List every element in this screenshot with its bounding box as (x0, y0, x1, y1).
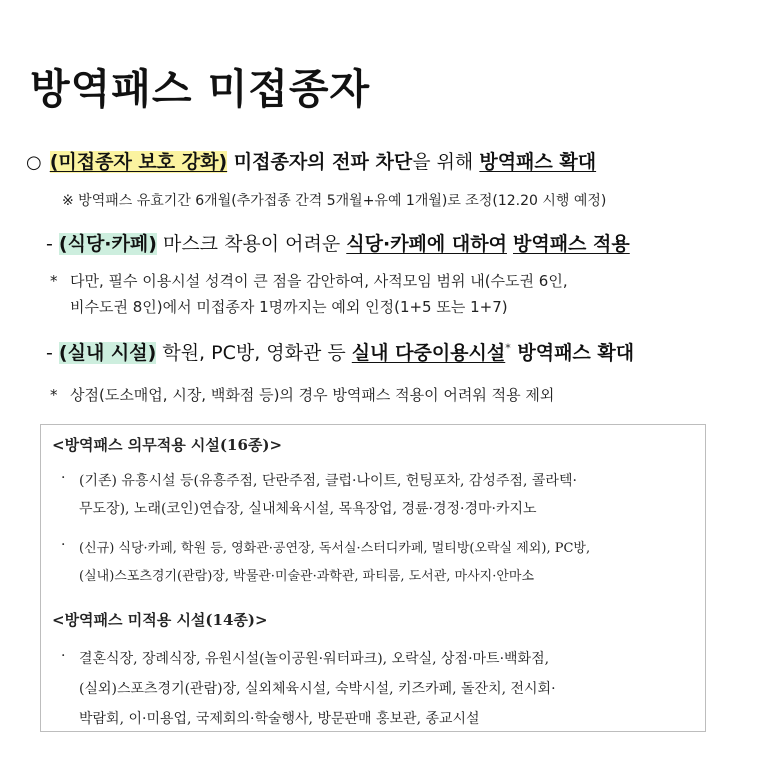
page-title: 방역패스 미접종자 (30, 65, 371, 113)
restaurant-note-line: 비수도권 8인)에서 미접종자 1명까지는 예외 인정(1+5 또는 1+7) (70, 298, 508, 316)
list-dot: · (61, 537, 66, 553)
list-dot: · (61, 470, 66, 486)
indoor-note-line: 상점(도소매업, 시장, 백화점 등)의 경우 방역패스 적용이 어려워 적용 제외 (70, 386, 555, 404)
exempt-facilities-line: 박람회, 이·미용업, 국제회의·학술행사, 방문판매 홍보관, 종교시설 (79, 711, 480, 727)
main-point-emphasis: 방역패스 확대 (479, 151, 597, 173)
exempt-facilities-line: (실외)스포츠경기(관람)장, 실외체육시설, 숙박시설, 키즈카페, 돌잔치, 전시회· (79, 681, 556, 697)
mandatory-section-title: <방역패스 의무적용 시설(16종)> (52, 436, 283, 454)
sub-point-emphasis: 방역패스 적용 (513, 233, 630, 255)
sub-point-text: 학원, PC방, 영화관 등 (156, 342, 352, 364)
main-point-tag: (미접종자 보호 강화) (49, 151, 228, 173)
list-dot: · (61, 648, 66, 664)
exempt-section-title: <방역패스 미적용 시설(14종)> (52, 611, 268, 629)
sub-point-emphasis: 실내 다중이용시설 (351, 342, 506, 364)
sub-point-emphasis: 식당·카페에 대하여 (346, 233, 507, 255)
dash-bullet: - (46, 233, 53, 255)
circle-bullet: ○ (26, 152, 42, 173)
note-star: * (50, 272, 58, 290)
dash-bullet: - (46, 342, 53, 364)
main-point-text-before: 미접종자의 전파 차단 (227, 151, 413, 173)
existing-facilities-line: 무도장), 노래(코인)연습장, 실내체육시설, 목욕장업, 경륜·경정·경마·카지노 (79, 501, 537, 517)
main-point-text-middle: 을 위해 (412, 151, 480, 173)
sub-point-indoor (46, 338, 634, 365)
footnote-mark: * (505, 341, 511, 355)
main-note: ※ 방역패스 유효기간 6개월(추가접종 간격 5개월+유예 1개월)로 조정(12.20 시행 예정) (62, 193, 607, 209)
new-facilities-line: (신규) 식당·카페, 학원 등, 영화관·공연장, 독서실·스터디카페, 멀티방(오락실 제외), PC방, (79, 541, 591, 556)
note-star: * (50, 386, 58, 404)
sub-point-tag: (식당·카페) (58, 233, 157, 255)
facility-list-box (40, 424, 706, 732)
sub-point-tag: (실내 시설) (58, 342, 157, 364)
exempt-facilities-line: 결혼식장, 장례식장, 유원시설(놀이공원·워터파크), 오락실, 상점·마트·백화점, (79, 651, 550, 667)
main-point (26, 147, 596, 174)
sub-point-text: 마스크 착용이 어려운 (156, 233, 347, 255)
sub-point-restaurant (46, 229, 630, 256)
existing-facilities-line: (기존) 유흥시설 등(유흥주점, 단란주점, 클럽·나이트, 헌팅포차, 감성주점, 콜라텍· (79, 473, 577, 489)
restaurant-note-line: 다만, 필수 이용시설 성격이 큰 점을 감안하여, 사적모임 범위 내(수도권 6인, (70, 272, 568, 290)
new-facilities-line: (실내)스포츠경기(관람)장, 박물관·미술관·과학관, 파티룸, 도서관, 마사지·안마소 (79, 569, 535, 584)
sub-point-text: 방역패스 확대 (510, 342, 635, 364)
